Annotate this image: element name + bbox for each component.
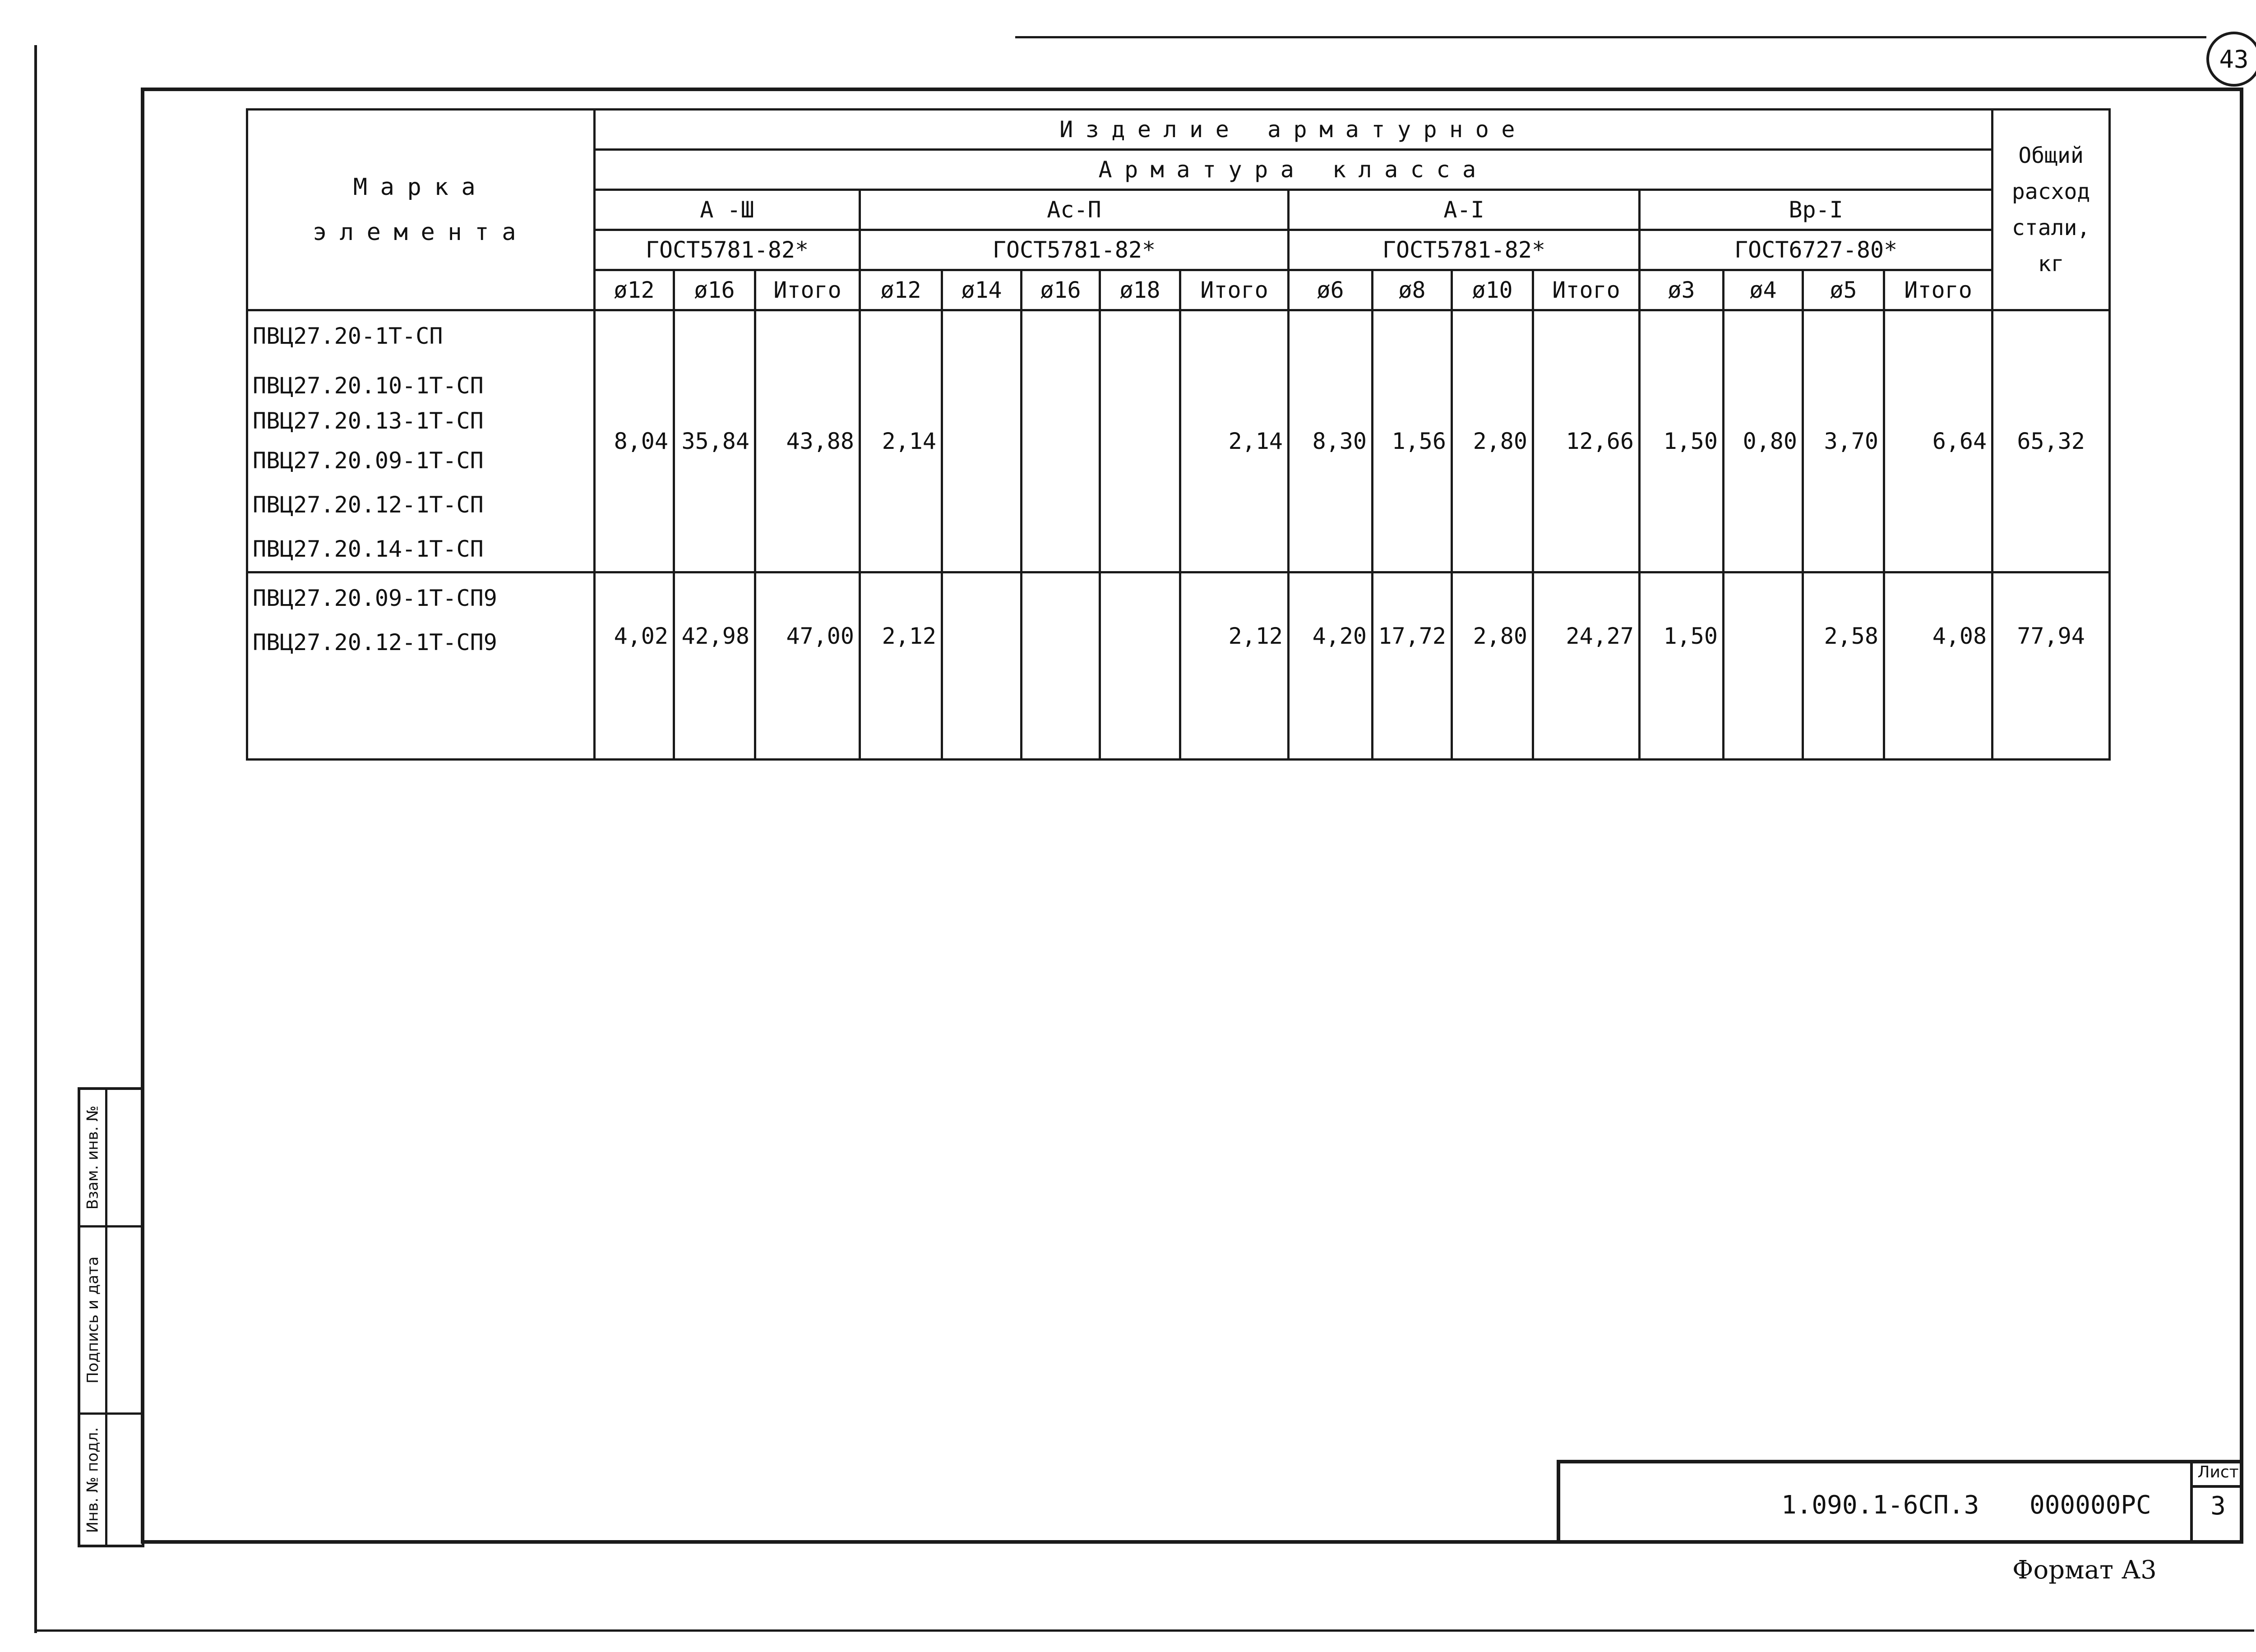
element-name: ПВЦ27.20.14-1Т-СП [253,536,484,562]
mark-header: Марка элемента [247,110,595,310]
element-names-cell [247,572,595,760]
col-header: Итого [1884,270,1992,310]
col-header: ø16 [1022,270,1100,310]
value-cell [1022,572,1100,760]
document-code: 1.090.1-6СП.3 [1781,1490,1979,1520]
col-header: ø5 [1803,270,1884,310]
value-cell: 12,66 [1533,310,1640,572]
value-cell: 8,30 [1289,310,1373,572]
value-cell [1100,572,1180,760]
inv-orig-cell [80,1415,107,1546]
value-cell: 24,27 [1533,572,1640,760]
format-label: Формат А3 [2012,1555,2157,1585]
element-name: ПВЦ27.20.09-1Т-СП9 [253,585,497,611]
value-cell: 35,84 [674,310,755,572]
title-stamp [1557,1460,2243,1544]
value-cell: 0,80 [1724,310,1803,572]
value-cell: 42,98 [674,572,755,760]
group-gost-a1: ГОСТ5781-82* [1289,230,1640,270]
col-header: ø12 [860,270,942,310]
col-header: ø10 [1452,270,1533,310]
group-gost-a3: ГОСТ5781-82* [595,230,860,270]
value-cell [942,310,1022,572]
value-cell: 17,72 [1373,572,1452,760]
bottom-border-line [34,1629,2254,1632]
value-cell: 2,14 [1180,310,1289,572]
col-header: ø16 [674,270,755,310]
value-cell: 2,80 [1452,572,1533,760]
sheet-box [2190,1460,2243,1544]
inv-replace-label: Взам. инв. № [83,1105,102,1210]
element-name: ПВЦ27.20.10-1Т-СП [253,373,484,399]
value-cell: 2,12 [1180,572,1289,760]
value-cell: 2,14 [860,310,942,572]
group-class-as2: Ас-П [860,190,1289,230]
table-row [247,310,2110,572]
sheet-number-circle: 43 [2206,32,2256,87]
col-header: ø12 [595,270,674,310]
value-cell: 1,50 [1640,572,1724,760]
sheet-label: Лист [2193,1460,2243,1488]
value-cell: 4,20 [1289,572,1373,760]
element-name: ПВЦ27.20.12-1Т-СП [253,492,484,518]
value-cell: 43,88 [755,310,860,572]
product-header: Изделие арматурное [595,110,1992,150]
inv-replace-cell [80,1090,107,1225]
value-cell: 6,64 [1884,310,1992,572]
element-name: ПВЦ27.20.12-1Т-СП9 [253,629,497,655]
col-header: ø4 [1724,270,1803,310]
col-header: ø6 [1289,270,1373,310]
class-header: Арматура класса [595,150,1992,190]
element-name: ПВЦ27.20-1Т-СП [253,323,443,349]
value-cell: 2,80 [1452,310,1533,572]
value-cell [1100,310,1180,572]
group-gost-vr1: ГОСТ6727-80* [1640,230,1992,270]
group-class-a3: А -Ш [595,190,860,230]
col-header: Итого [1180,270,1289,310]
total-cell: 65,32 [1992,310,2110,572]
value-cell: 2,58 [1803,572,1884,760]
value-cell: 4,08 [1884,572,1992,760]
sheet-value: 3 [2210,1491,2226,1521]
value-cell: 1,56 [1373,310,1452,572]
sign-date-label: Подпись и дата [83,1256,102,1384]
top-border-line [1015,36,2206,38]
left-border-line [34,45,37,1633]
document-code-suffix: 000000РС [2029,1490,2151,1520]
inv-orig-label: Инв. № подл. [83,1427,102,1533]
sign-date-cell [80,1227,107,1412]
group-gost-as2: ГОСТ5781-82* [860,230,1289,270]
element-name: ПВЦ27.20.09-1Т-СП [253,448,484,474]
value-cell [1724,572,1803,760]
element-names-cell [247,310,595,572]
col-header: ø14 [942,270,1022,310]
value-cell: 3,70 [1803,310,1884,572]
value-cell [942,572,1022,760]
col-header: ø8 [1373,270,1452,310]
value-cell: 8,04 [595,310,674,572]
value-cell: 2,12 [860,572,942,760]
value-cell: 47,00 [755,572,860,760]
col-header: Итого [755,270,860,310]
total-steel-header: Общий расход стали, кг [1992,110,2110,310]
col-header: ø18 [1100,270,1180,310]
col-header: Итого [1533,270,1640,310]
group-class-vr1: Вр-I [1640,190,1992,230]
col-header: ø3 [1640,270,1724,310]
table-row [247,572,2110,760]
value-cell: 1,50 [1640,310,1724,572]
value-cell [1022,310,1100,572]
reinforcement-spec-table [246,108,2111,761]
side-stamp [78,1087,144,1547]
element-name: ПВЦ27.20.13-1Т-СП [253,408,484,434]
total-cell: 77,94 [1992,572,2110,760]
group-class-a1: А-I [1289,190,1640,230]
value-cell: 4,02 [595,572,674,760]
